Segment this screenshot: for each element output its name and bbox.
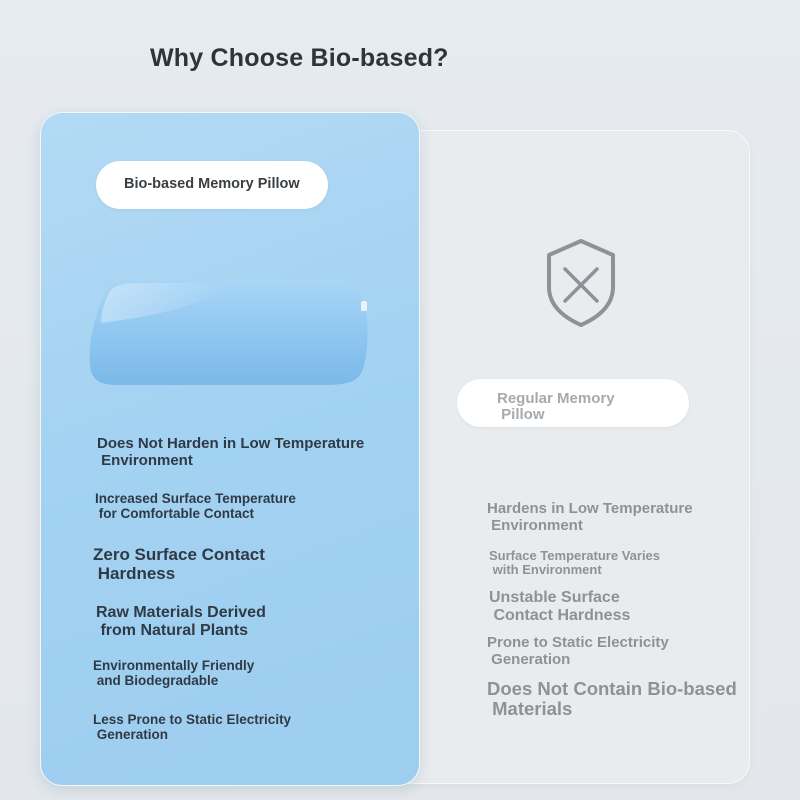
bio-feature: Does Not Harden in Low Temperature Environment — [97, 435, 365, 469]
regular-feature: Unstable Surface Contact Hardness — [489, 589, 631, 624]
page-title: Why Choose Bio-based? — [150, 44, 449, 72]
bio-pillow-card — [40, 112, 420, 786]
bio-feature: Raw Materials Derived from Natural Plants — [96, 604, 266, 639]
bio-feature: Less Prone to Static Electricity Generation — [93, 712, 292, 742]
memory-pillow-image — [87, 277, 369, 389]
regular-pillow-label-pill — [457, 379, 689, 427]
shield-x-icon — [545, 237, 617, 327]
bio-feature: Zero Surface Contact Hardness — [93, 545, 265, 583]
bio-feature: Increased Surface Temperature for Comfortable Contact — [95, 491, 296, 521]
regular-feature: Surface Temperature Varies with Environment — [489, 548, 661, 578]
regular-pillow-label: Regular Memory Pillow — [497, 390, 615, 423]
regular-feature: Prone to Static Electricity Generation — [487, 634, 669, 668]
bio-pillow-label-pill — [96, 161, 328, 209]
regular-feature: Hardens in Low Temperature Environment — [487, 500, 693, 534]
regular-pillow-card — [380, 130, 750, 784]
bio-feature: Environmentally Friendly and Biodegradable — [93, 658, 255, 688]
regular-feature: Does Not Contain Bio-based Materials — [487, 678, 737, 720]
bio-pillow-label: Bio-based Memory Pillow — [124, 176, 300, 192]
